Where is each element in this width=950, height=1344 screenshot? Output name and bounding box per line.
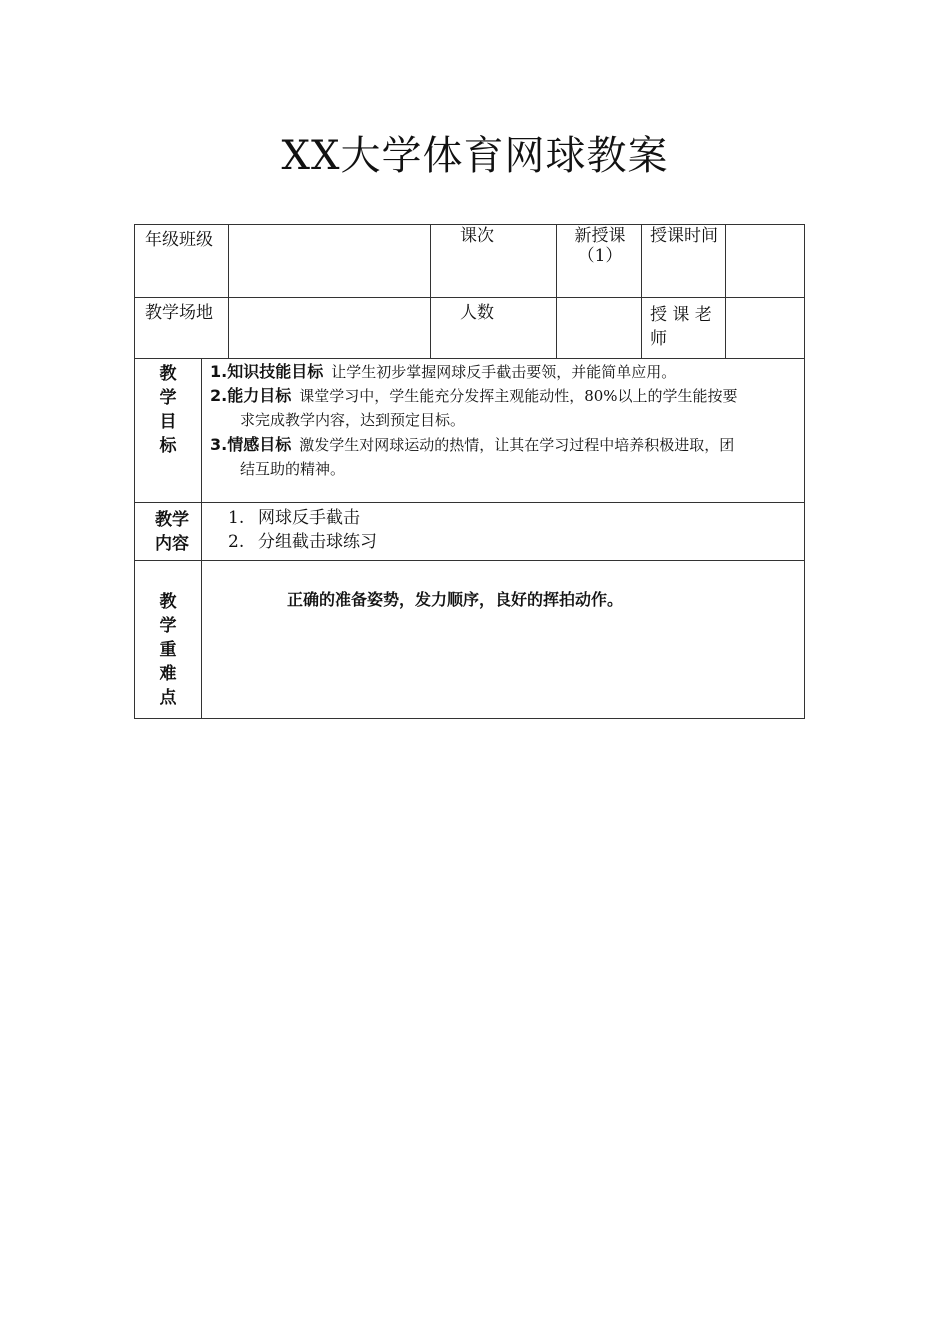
- col-divider: [430, 224, 431, 358]
- row-divider: [134, 358, 805, 359]
- page-title: XX大学体育网球教案: [281, 133, 669, 179]
- objective-heading: 1.知识技能目标: [210, 362, 324, 381]
- col-divider: [201, 358, 202, 719]
- lesson-no-label: 课次: [460, 226, 494, 246]
- teacher-label: 授 课 老 师: [650, 305, 712, 349]
- lesson-type: 新授课（1）: [574, 226, 626, 266]
- list-number: 2.: [228, 532, 245, 552]
- content-label: [150, 508, 194, 556]
- objective-knowledge: [210, 360, 800, 384]
- list-number: 1.: [228, 508, 245, 528]
- objectives-label: 教学目标: [159, 364, 177, 456]
- objective-emotion: [210, 433, 800, 481]
- row-divider: [134, 502, 805, 503]
- headcount-label: 人数: [460, 303, 494, 323]
- key-points-label: 教学重难点: [159, 592, 177, 708]
- content-list: [228, 506, 377, 554]
- row-divider: [134, 297, 805, 298]
- col-divider: [228, 224, 229, 358]
- col-divider: [556, 224, 557, 358]
- objective-text-cont: 求完成教学内容，达到预定目标。: [240, 411, 466, 429]
- objective-text-cont: 结互助的精神。: [240, 460, 346, 478]
- list-text: 网球反手截击: [258, 508, 360, 528]
- col-divider: [641, 224, 642, 358]
- content-label-line1: 教学: [155, 510, 189, 530]
- content-label-line2: 内容: [155, 534, 189, 554]
- objective-text: 课堂学习中，学生能充分发挥主观能动性，80%以上的学生能按要: [299, 387, 738, 405]
- objective-text: 激发学生对网球运动的热情，让其在学习过程中培养积极进取，团: [299, 436, 735, 454]
- teach-time-label: 授课时间: [650, 226, 718, 246]
- list-item: [228, 506, 377, 530]
- venue-label: 教学场地: [145, 303, 213, 323]
- list-item: [228, 530, 377, 554]
- objective-heading: 2.能力目标: [210, 386, 292, 405]
- grade-class-label: 年级班级: [145, 230, 213, 250]
- col-divider: [725, 224, 726, 358]
- list-text: 分组截击球练习: [258, 532, 377, 552]
- objective-ability: [210, 384, 800, 432]
- objective-text: 让学生初步掌握网球反手截击要领，并能简单应用。: [331, 363, 677, 381]
- key-points-text: 正确的准备姿势，发力顺序，良好的挥拍动作。: [287, 590, 624, 609]
- row-divider: [134, 560, 805, 561]
- objective-heading: 3.情感目标: [210, 435, 292, 454]
